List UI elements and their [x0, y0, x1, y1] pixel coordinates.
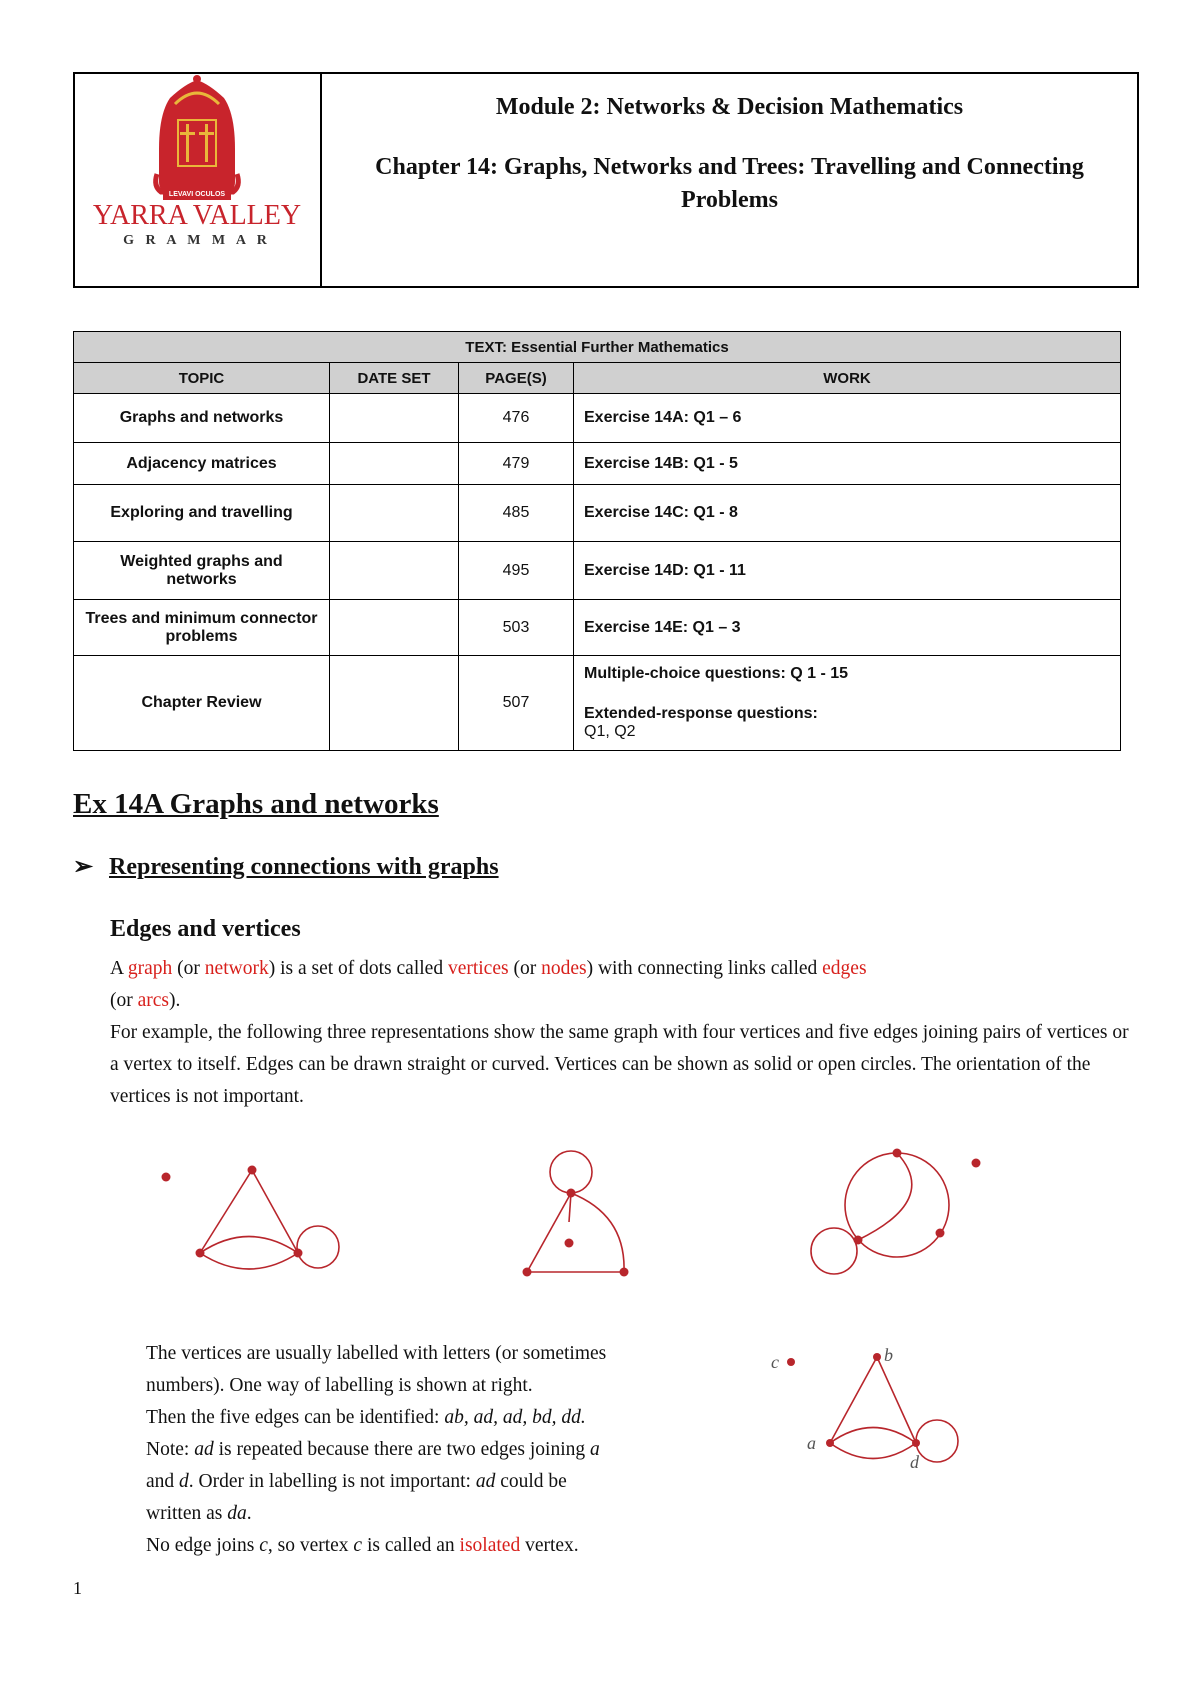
text-line [146, 1498, 746, 1530]
school-logo [75, 74, 320, 286]
text: ) with connecting links called [586, 958, 823, 979]
table-text-row [74, 332, 1121, 363]
vertex-label-b: b [884, 1345, 893, 1365]
text: written as [146, 1503, 228, 1524]
text: Then the five edges can be identified: [146, 1407, 445, 1428]
text: could be [495, 1471, 567, 1492]
work-cell: Exercise 14B: Q1 - 5 [574, 443, 1121, 485]
math-var: ad [475, 1471, 496, 1492]
table-header-row [74, 363, 1121, 394]
school-name: YARRA VALLEY [92, 200, 302, 231]
math-var: ad [194, 1439, 214, 1460]
topic-cell: Chapter Review [74, 656, 330, 751]
graph-3 [811, 1153, 949, 1274]
math-var: a [590, 1439, 600, 1460]
topic-table [73, 331, 1121, 751]
graph-1 [200, 1170, 339, 1269]
topic-cell: Graphs and networks [74, 394, 330, 443]
work-cell: Exercise 14D: Q1 - 11 [574, 542, 1121, 600]
term-graph: graph [127, 958, 173, 979]
text: (or [110, 990, 138, 1011]
header-box [73, 72, 1139, 288]
text: A [110, 958, 128, 979]
term-isolated: isolated [459, 1535, 521, 1556]
page-cell: 485 [459, 485, 574, 542]
sub-heading: Edges and vertices [110, 916, 301, 942]
term-vertices: vertices [447, 958, 509, 979]
labelled-graph [760, 1335, 980, 1475]
work-cell: Exercise 14E: Q1 – 3 [574, 600, 1121, 656]
topic-cell: Weighted graphs and networks [74, 542, 330, 600]
vertex-label-c: c [771, 1352, 779, 1372]
arrow-bullet-icon: ➢ [73, 854, 94, 880]
date-cell [330, 485, 459, 542]
date-cell [330, 542, 459, 600]
column-header: DATE SET [330, 363, 459, 394]
page-cell: 507 [459, 656, 574, 751]
erq-text: Extended-response questions: [584, 705, 818, 722]
work-cell: Exercise 14C: Q1 - 8 [574, 485, 1121, 542]
module-title: Module 2: Networks & Decision Mathematics [495, 94, 964, 120]
page-cell: 476 [459, 394, 574, 443]
erq-questions: Q1, Q2 [584, 723, 636, 740]
text: and [146, 1471, 180, 1492]
crest-icon [156, 75, 239, 200]
date-cell [330, 443, 459, 485]
text-header: TEXT: Essential Further Mathematics [74, 332, 1121, 363]
topic-cell: Adjacency matrices [74, 443, 330, 485]
text: is called an [362, 1535, 460, 1556]
school-subtitle: G R A M M A R [123, 233, 271, 248]
table-row [74, 485, 1121, 542]
math-var: c [259, 1535, 268, 1556]
text: Note: [146, 1439, 195, 1460]
term-network: network [204, 958, 269, 979]
text: , so vertex [267, 1535, 354, 1556]
text-line [146, 1530, 746, 1562]
date-cell [330, 600, 459, 656]
page-number: 1 [73, 1578, 82, 1598]
math-var: c [353, 1535, 363, 1556]
crest-motto: LEVAVI OCULOS [168, 191, 226, 198]
text: is repeated because there are two edges joining [213, 1439, 591, 1460]
term-nodes: nodes [541, 958, 587, 979]
math-var: da [227, 1503, 247, 1524]
text: (or [508, 958, 542, 979]
table-row-review [74, 656, 1121, 751]
graph-2 [527, 1151, 624, 1272]
bullet-heading-row [73, 852, 499, 881]
topic-cell: Trees and minimum connector problems [74, 600, 330, 656]
text: (or [172, 958, 205, 979]
column-header: WORK [574, 363, 1121, 394]
table-row [74, 394, 1121, 443]
text-line: numbers). One way of labelling is shown at right. [146, 1375, 533, 1396]
vertex-label-d: d [910, 1452, 919, 1472]
edge-list: ab, ad, ad, bd, dd. [444, 1407, 586, 1428]
header-text [322, 74, 1137, 217]
page-cell: 495 [459, 542, 574, 600]
bullet-heading: Representing connections with graphs [109, 854, 499, 880]
column-header: PAGE(S) [459, 363, 574, 394]
text: . [246, 1503, 252, 1524]
page-cell: 503 [459, 600, 574, 656]
text: vertex. [520, 1535, 579, 1556]
term-arcs: arcs [137, 990, 170, 1011]
text-line: The vertices are usually labelled with letters (or sometimes [146, 1343, 607, 1364]
example-text: For example, the following three representations show the same graph with four vertices and five edges joining pairs of vertices or a vertex to itself. Edges can be drawn straight or curved. Vertices can be shown as solid or open circles. The orientation of the vertices is not important. [110, 1022, 1129, 1107]
text-line [146, 1402, 746, 1434]
column-header: TOPIC [74, 363, 330, 394]
text: ). [169, 990, 181, 1011]
page-cell: 479 [459, 443, 574, 485]
topic-cell: Exploring and travelling [74, 485, 330, 542]
math-var: d [179, 1471, 189, 1492]
text-line [146, 1466, 746, 1498]
date-cell [330, 394, 459, 443]
graph-representations [0, 1120, 1200, 1300]
table-row [74, 443, 1121, 485]
definition-paragraph [110, 953, 1140, 1113]
text: No edge joins [146, 1535, 260, 1556]
text: ) is a set of dots called [268, 958, 448, 979]
section-heading: Ex 14A Graphs and networks [73, 788, 439, 820]
vertex-label-a: a [807, 1433, 816, 1453]
work-cell: Exercise 14A: Q1 – 6 [574, 394, 1121, 443]
date-cell [330, 656, 459, 751]
text-line [146, 1434, 746, 1466]
term-edges: edges [822, 958, 867, 979]
table-row [74, 542, 1121, 600]
work-cell [574, 656, 1121, 751]
labelling-explanation [146, 1338, 746, 1562]
table-row [74, 600, 1121, 656]
mcq-text: Multiple-choice questions: Q 1 - 15 [584, 665, 849, 682]
text: . Order in labelling is not important: [188, 1471, 476, 1492]
chapter-title: Chapter 14: Graphs, Networks and Trees: Travelling and Connecting Problems [375, 154, 1084, 213]
